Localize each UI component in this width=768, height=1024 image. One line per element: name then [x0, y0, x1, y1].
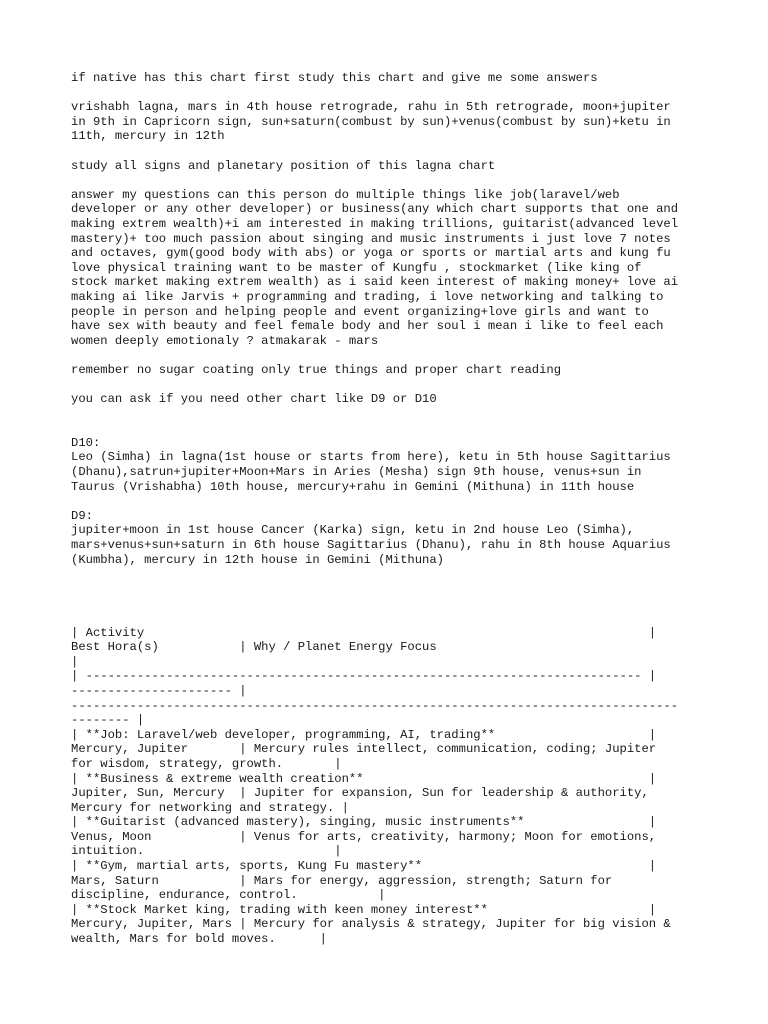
- text-line: intuition. |: [71, 844, 342, 859]
- text-line: answer my questions can this person do multiple things like job(laravel/web: [71, 187, 620, 202]
- text-line: Mercury, Jupiter | Mercury rules intellect, communication, coding; Jupiter: [71, 742, 657, 757]
- text-line: | **Stock Market king, trading with keen money interest** |: [71, 902, 657, 917]
- text-line: (Kumbha), mercury in 12th house in Gemini (Mithuna): [71, 552, 444, 567]
- text-line: Jupiter, Sun, Mercury | Jupiter for expansion, Sun for leadership & authority,: [71, 786, 649, 801]
- text-line: mastery)+ too much passion about singing and music instruments i just love 7 notes: [71, 231, 671, 246]
- text-line: you can ask if you need other chart like D9 or D10: [71, 392, 437, 407]
- text-line: | Activity |: [71, 625, 657, 640]
- text-line: Mars, Saturn | Mars for energy, aggression, strength; Saturn for: [71, 873, 613, 888]
- text-line: making ai like Jarvis + programming and trading, i love networking and talking to: [71, 289, 664, 304]
- document-text: [71, 71, 711, 947]
- text-line: have sex with beauty and feel female body and her soul i mean i like to feel each: [71, 319, 664, 334]
- text-line: women deeply emotionaly ? atmakarak - mars: [71, 333, 379, 348]
- text-line: [71, 173, 711, 188]
- text-line: stock market making extrem wealth) as i said keen interest of making money+ love ai: [71, 275, 679, 290]
- text-line: Taurus (Vrishabha) 10th house, mercury+rahu in Gemini (Mithuna) in 11th house: [71, 479, 635, 494]
- text-line: D9:: [71, 508, 93, 523]
- text-line: [71, 582, 711, 597]
- text-line: -------- |: [71, 713, 145, 728]
- text-line: remember no sugar coating only true things and proper chart reading: [71, 362, 562, 377]
- text-line: [71, 348, 711, 363]
- text-line: | **Job: Laravel/web developer, programming, AI, trading** |: [71, 727, 657, 742]
- text-line: study all signs and planetary position of this lagna chart: [71, 158, 496, 173]
- text-line: Mercury for networking and strategy. |: [71, 800, 349, 815]
- text-line: people in person and helping people and event organizing+love girls and want to: [71, 304, 649, 319]
- text-line: | ---------------------------------------------------------------------------- |: [71, 669, 657, 684]
- text-line: jupiter+moon in 1st house Cancer (Karka) sign, ketu in 2nd house Leo (Simha),: [71, 523, 635, 538]
- text-line: wealth, Mars for bold moves. |: [71, 932, 327, 947]
- text-line: D10:: [71, 435, 101, 450]
- text-line: | **Guitarist (advanced mastery), singing, music instruments** |: [71, 815, 657, 830]
- text-line: [71, 144, 711, 159]
- text-line: [71, 567, 711, 582]
- text-line: Venus, Moon | Venus for arts, creativity, harmony; Moon for emotions,: [71, 829, 657, 844]
- text-line: [71, 596, 711, 611]
- text-line: 11th, mercury in 12th: [71, 129, 225, 144]
- text-line: | **Gym, martial arts, sports, Kung Fu mastery** |: [71, 859, 657, 874]
- text-line: [71, 407, 711, 422]
- text-line: ---------------------- |: [71, 683, 247, 698]
- text-line: if native has this chart first study this chart and give me some answers: [71, 71, 598, 85]
- text-line: in 9th in Capricorn sign, sun+saturn(combust by sun)+venus(combust by sun)+ketu in: [71, 114, 671, 129]
- text-line: [71, 421, 711, 436]
- text-line: -----------------------------------------------------------------------------------: [71, 698, 679, 713]
- text-line: [71, 494, 711, 509]
- text-line: |: [71, 654, 79, 669]
- text-line: Mercury, Jupiter, Mars | Mercury for analysis & strategy, Jupiter for big vision &: [71, 917, 671, 932]
- text-line: Leo (Simha) in lagna(1st house or starts from here), ketu in 5th house Sagittarius: [71, 450, 671, 465]
- text-line: [71, 611, 711, 626]
- text-line: (Dhanu),satrun+jupiter+Moon+Mars in Aries (Mesha) sign 9th house, venus+sun in: [71, 465, 642, 480]
- text-line: discipline, endurance, control. |: [71, 888, 386, 903]
- text-line: [71, 377, 711, 392]
- text-line: developer or any other developer) or business(any which chart supports that one and: [71, 202, 679, 217]
- text-line: | **Business & extreme wealth creation** |: [71, 771, 657, 786]
- text-line: making extrem wealth)+i am interested in making trillions, guitarist(advanced level: [71, 216, 679, 231]
- text-line: mars+venus+sun+saturn in 6th house Sagittarius (Dhanu), rahu in 8th house Aquarius: [71, 538, 671, 552]
- text-line: [71, 86, 711, 101]
- text-line: for wisdom, strategy, growth. |: [71, 756, 342, 771]
- text-line: vrishabh lagna, mars in 4th house retrograde, rahu in 5th retrograde, moon+jupiter: [71, 100, 671, 115]
- text-line: and octaves, gym(good body with abs) or yoga or sports or martial arts and kung fu: [71, 246, 671, 261]
- text-line: love physical training want to be master of Kungfu , stockmarket (like king of: [71, 260, 642, 275]
- text-line: Best Hora(s) | Why / Planet Energy Focus: [71, 640, 437, 655]
